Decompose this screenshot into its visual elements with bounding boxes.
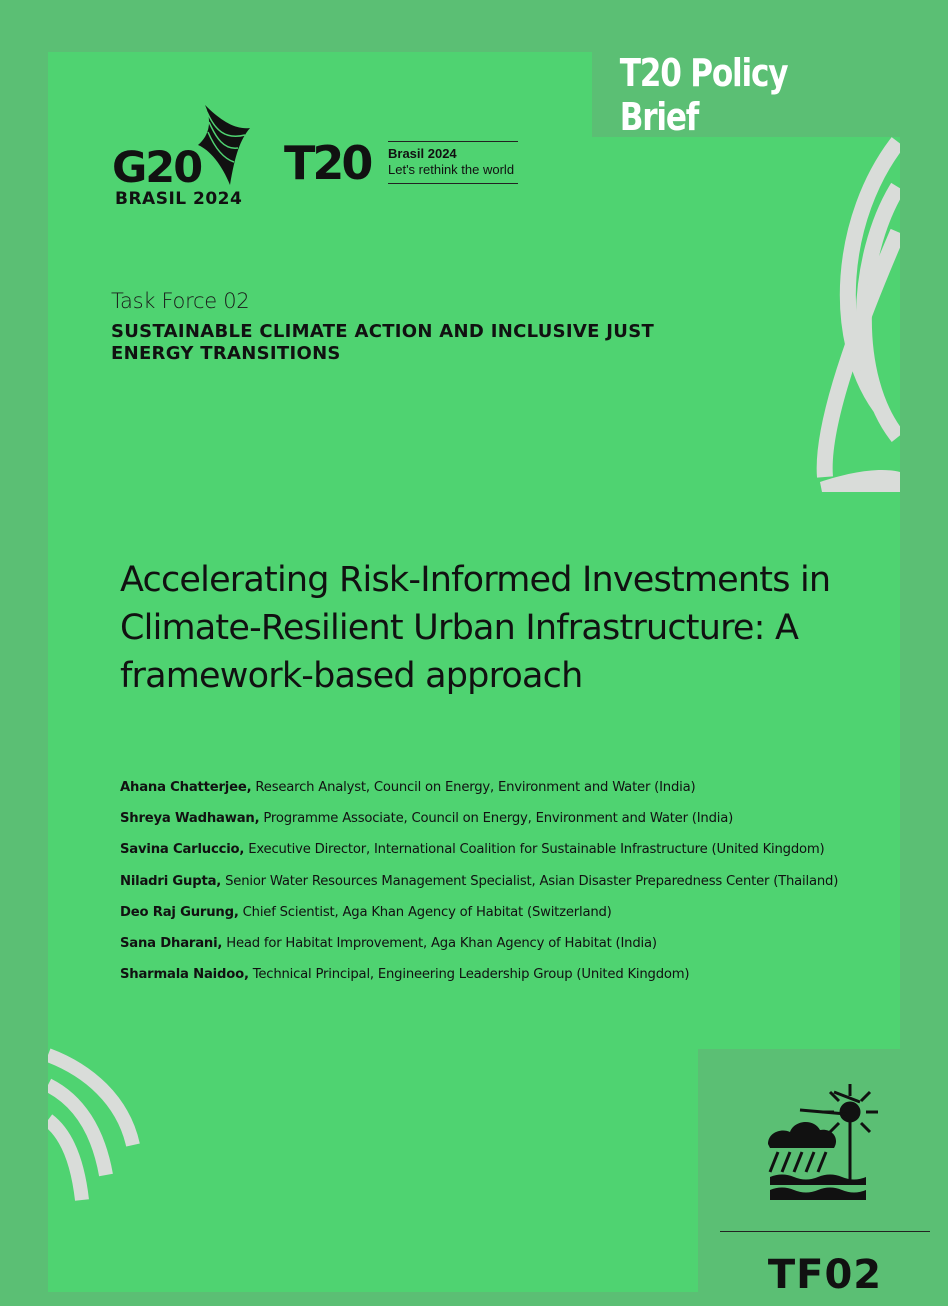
author-name: Deo Raj Gurung,: [120, 904, 239, 920]
author-name: Shreya Wadhawan,: [120, 811, 260, 827]
author-role: Technical Principal, Engineering Leadership Group (United Kingdom): [252, 967, 690, 983]
author-role: Programme Associate, Council on Energy, Environment and Water (India): [263, 811, 734, 827]
t20-slogan: Let's rethink the world: [388, 162, 515, 177]
decorative-swirl-bottom: [48, 1040, 148, 1290]
author-item: [120, 870, 880, 901]
author-name: Ahana Chatterjee,: [120, 780, 252, 795]
author-item: [120, 932, 880, 963]
g20-wordmark: G20: [112, 143, 202, 193]
author-item: [120, 838, 880, 869]
policy-brief-title: T20 Policy Brief: [619, 50, 788, 139]
author-item: [120, 963, 880, 994]
task-force-label: Task Force 02: [111, 289, 250, 313]
author-item: [120, 901, 880, 932]
g20-subtitle: BRASIL 2024: [115, 189, 243, 209]
author-role: Senior Water Resources Management Specialist, Asian Disaster Preparedness Center (Thailand): [225, 873, 839, 889]
climate-energy-icon: [760, 1082, 890, 1207]
author-name: Niladri Gupta,: [120, 873, 222, 889]
author-list: [120, 776, 880, 994]
decorative-swirl-top: [800, 137, 900, 492]
author-name: Sana Dharani,: [120, 935, 223, 951]
author-role: Research Analyst, Council on Energy, Environment and Water (India): [255, 780, 696, 795]
task-force-title: SUSTAINABLE CLIMATE ACTION AND INCLUSIVE JUST ENERGY TRANSITIONS: [111, 321, 655, 364]
author-role: Head for Habitat Improvement, Aga Khan Agency of Habitat (India): [226, 935, 657, 951]
t20-tagline: [388, 141, 518, 184]
badge-divider: [720, 1231, 930, 1232]
author-name: Sharmala Naidoo,: [120, 967, 249, 983]
brief-main-title: Accelerating Risk-Informed Investments in Climate-Resilient Urban Infrastructure: A framework-based approach: [120, 560, 831, 696]
author-name: Savina Carluccio,: [120, 842, 245, 858]
author-item: [120, 807, 880, 838]
t20-wordmark: T20: [284, 136, 371, 190]
t20-year: Brasil 2024: [388, 146, 457, 161]
author-role: Executive Director, International Coalition for Sustainable Infrastructure (United Kingdom): [248, 842, 825, 858]
author-item: [120, 776, 880, 807]
author-role: Chief Scientist, Aga Khan Agency of Habitat (Switzerland): [242, 904, 612, 920]
task-force-code: TF02: [767, 1252, 883, 1298]
